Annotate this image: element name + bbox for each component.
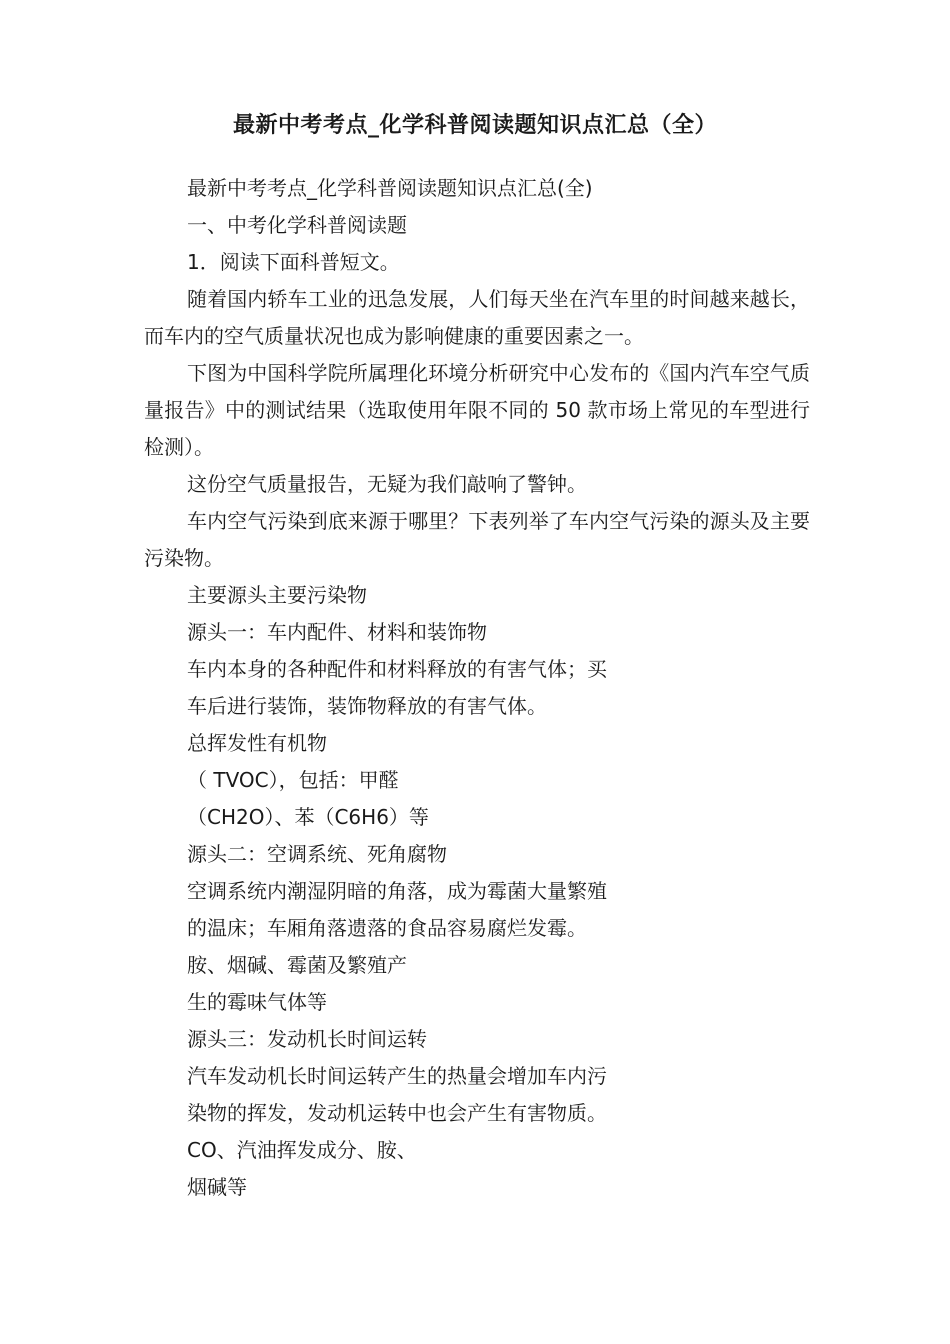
table-line: 源头一：车内配件、材料和装饰物 — [187, 620, 487, 644]
table-line: （ TVOC），包括：甲醛 — [187, 768, 399, 792]
table-line: CO、汽油挥发成分、胺、 — [187, 1138, 417, 1162]
section-heading: 一、中考化学科普阅读题 — [187, 213, 407, 237]
question-heading: 1．阅读下面科普短文。 — [187, 250, 400, 274]
table-line: 汽车发动机长时间运转产生的热量会增加车内污 — [187, 1064, 607, 1088]
table-line: 胺、烟碱、霉菌及繁殖产 — [187, 953, 407, 977]
body-paragraph: 车内空气污染到底来源于哪里？下表列举了车内空气污染的源头及主要污染物。 — [144, 509, 810, 570]
table-line: 车内本身的各种配件和材料释放的有害气体；买 — [187, 657, 607, 681]
table-line: （CH2O）、苯（C6H6）等 — [187, 805, 429, 829]
table-line: 生的霉味气体等 — [187, 990, 327, 1014]
table-line: 的温床；车厢角落遗落的食品容易腐烂发霉。 — [187, 916, 587, 940]
document-body — [144, 170, 810, 1206]
table-line: 源头二：空调系统、死角腐物 — [187, 842, 447, 866]
table-line: 空调系统内潮湿阴暗的角落，成为霉菌大量繁殖 — [187, 879, 607, 903]
body-paragraph: 随着国内轿车工业的迅急发展，人们每天坐在汽车里的时间越来越长，而车内的空气质量状况也成为影响健康的重要因素之一。 — [144, 287, 810, 348]
table-line: 车后进行装饰，装饰物释放的有害气体。 — [187, 694, 547, 718]
subtitle-paragraph: 最新中考考点_化学科普阅读题知识点汇总(全) — [187, 176, 593, 200]
body-paragraph: 下图为中国科学院所属理化环境分析研究中心发布的《国内汽车空气质量报告》中的测试结果（选取使用年限不同的 50 款市场上常见的车型进行检测）。 — [144, 361, 810, 459]
table-header-line: 主要源头主要污染物 — [187, 583, 367, 607]
table-line: 总挥发性有机物 — [187, 731, 327, 755]
document-title: 最新中考考点_化学科普阅读题知识点汇总（全） — [232, 113, 717, 138]
body-paragraph: 这份空气质量报告，无疑为我们敲响了警钟。 — [187, 472, 587, 496]
table-line: 染物的挥发，发动机运转中也会产生有害物质。 — [187, 1101, 607, 1125]
table-line: 烟碱等 — [187, 1175, 247, 1199]
table-line: 源头三：发动机长时间运转 — [187, 1027, 427, 1051]
